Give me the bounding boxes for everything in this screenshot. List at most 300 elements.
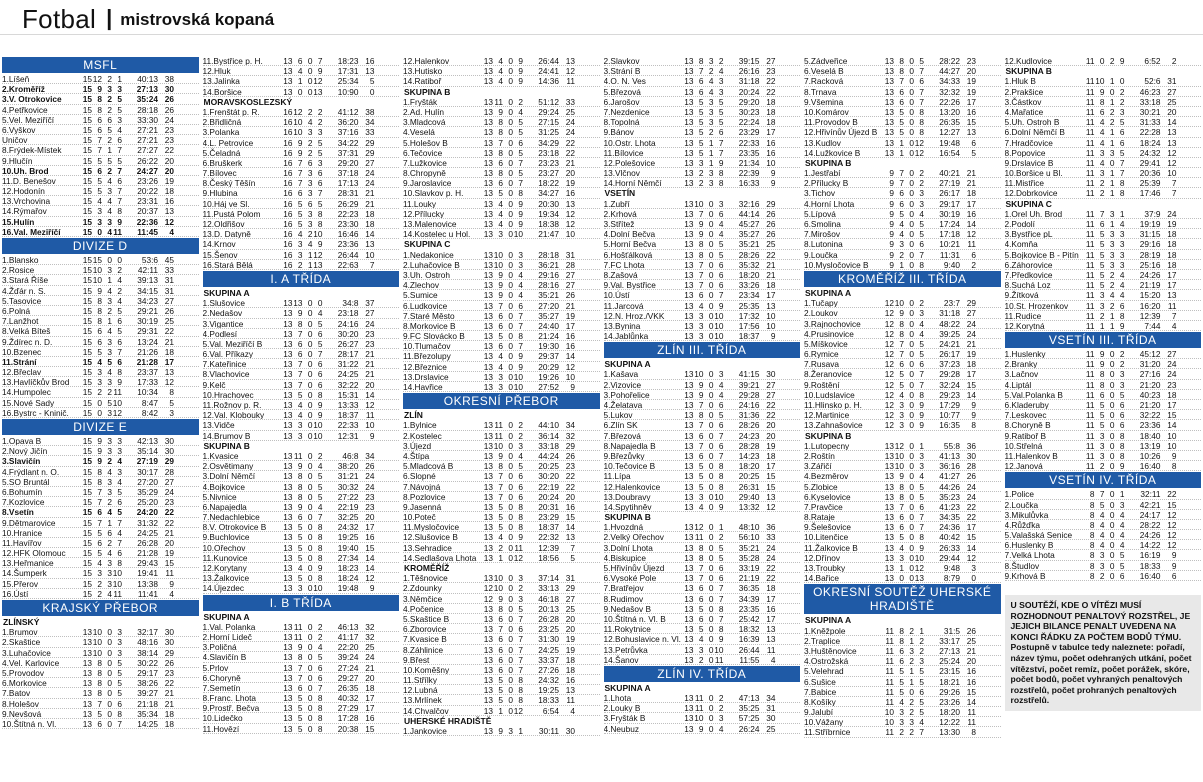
- points: 12: [565, 66, 575, 77]
- team-name: 13.Drslavice: [403, 371, 449, 381]
- draws: 0: [1109, 440, 1115, 451]
- wins: 7: [698, 259, 704, 270]
- table-row: [203, 502, 400, 512]
- team-name: 7.Semetín: [202, 682, 241, 693]
- team-name: 12.Martinice: [804, 410, 850, 420]
- team-name: 1.Opava B: [2, 436, 42, 446]
- table-row: [804, 339, 1001, 349]
- score: 21:20: [1139, 379, 1161, 390]
- draws: 3: [107, 568, 112, 579]
- score: 29:37: [538, 351, 559, 362]
- table-row: [203, 410, 400, 420]
- wins: 11: [293, 450, 303, 461]
- table-row: [604, 492, 801, 502]
- losses: 4: [518, 290, 523, 301]
- score: 17:33: [137, 377, 158, 388]
- table-row: [203, 66, 400, 76]
- draws: 0: [107, 718, 112, 729]
- score: 23:15: [939, 666, 960, 677]
- losses: 7: [317, 349, 323, 360]
- wins: 3: [899, 239, 904, 250]
- losses: 8: [718, 603, 724, 614]
- wins: 2: [1099, 178, 1105, 189]
- score: 19:25: [337, 532, 359, 543]
- losses: 0: [1119, 76, 1125, 87]
- score: 12:31: [337, 430, 359, 441]
- draws: 1: [1109, 178, 1115, 189]
- losses: 2: [919, 298, 924, 309]
- points: 29: [164, 456, 174, 467]
- points: 24: [365, 481, 375, 492]
- points: 27: [565, 280, 575, 291]
- score: 44:14: [738, 208, 760, 219]
- losses: 9: [919, 542, 924, 553]
- losses: 4: [117, 275, 122, 286]
- wins: 10: [92, 265, 102, 276]
- table-row: [403, 117, 600, 127]
- matches-played: 13: [684, 522, 694, 533]
- team-name: 10.Komárov: [804, 106, 849, 117]
- score: 44:26: [939, 481, 960, 492]
- losses: 6: [117, 336, 122, 347]
- matches-played: 13: [283, 379, 293, 390]
- matches-played: 13: [483, 695, 493, 706]
- table-row: [2, 94, 199, 104]
- team-name: 1.Orel Uh. Brod: [1004, 208, 1063, 218]
- draws: 0: [508, 269, 513, 280]
- points: 23: [766, 66, 776, 77]
- points: 6: [971, 137, 976, 148]
- points: 29: [365, 137, 375, 148]
- draws: 3: [107, 476, 112, 487]
- score: 20:24: [738, 86, 760, 97]
- score: 24:32: [337, 522, 359, 533]
- points: 16: [966, 666, 976, 677]
- table-row: [1005, 420, 1202, 430]
- draws: 0: [508, 259, 513, 270]
- points: 24: [365, 652, 375, 663]
- losses: 7: [518, 157, 523, 168]
- points: 24: [1167, 208, 1177, 219]
- wins: 6: [97, 537, 102, 548]
- team-name: 7.Velká Lhota: [1004, 550, 1055, 560]
- losses: 10: [112, 568, 122, 579]
- wins: 10: [1095, 76, 1105, 87]
- team-name: 5.Val. Meziříčí B: [202, 338, 263, 349]
- losses: 3: [117, 647, 122, 658]
- losses: 6: [919, 359, 924, 370]
- score: 16:19: [1139, 550, 1161, 561]
- points: 31: [1167, 76, 1177, 87]
- draws: 0: [708, 450, 714, 461]
- draws: 0: [708, 563, 714, 573]
- draws: 0: [508, 208, 513, 219]
- losses: 7: [718, 147, 724, 158]
- wins: 5: [297, 532, 303, 543]
- points: 21: [966, 178, 976, 189]
- points: 23: [365, 501, 375, 512]
- score: 31:32: [137, 517, 158, 528]
- team-name: 12.Halenkovice: [603, 481, 661, 491]
- wins: 2: [97, 387, 102, 398]
- table-row: [1005, 117, 1202, 127]
- matches-played: 13: [684, 290, 694, 301]
- losses: 7: [718, 430, 724, 441]
- team-name: 10.Střelná: [1004, 440, 1043, 450]
- points: 12: [1167, 530, 1177, 541]
- team-name: 10.Štítná n. Vl.: [2, 718, 57, 729]
- wins: 9: [899, 471, 904, 482]
- matches-played: 15: [82, 377, 92, 388]
- matches-played: 13: [82, 678, 92, 689]
- team-name: 5.Tasovice: [2, 295, 42, 305]
- points: 9: [971, 410, 976, 421]
- draws: 0: [909, 379, 914, 390]
- team-name: 10.St. Hrozenkov: [1004, 300, 1069, 310]
- team-name: 11.Březolupy: [403, 351, 451, 361]
- losses: 4: [718, 389, 724, 400]
- draws: 0: [508, 300, 513, 311]
- score: 22:19: [337, 501, 359, 512]
- matches-played: 13: [283, 349, 293, 360]
- draws: 4: [107, 196, 112, 207]
- points: 21: [966, 338, 976, 349]
- losses: 4: [1119, 219, 1125, 229]
- matches-played: 15: [82, 407, 92, 418]
- points: 21: [164, 688, 174, 699]
- matches-played: 13: [684, 471, 694, 482]
- points: 21: [766, 269, 776, 280]
- matches-played: 16: [283, 117, 293, 128]
- score: 22:39: [738, 168, 760, 179]
- team-name: 3.Dolní Lhota: [603, 542, 653, 552]
- draws: 1: [909, 635, 914, 646]
- points: 13: [966, 127, 976, 138]
- score: 20:31: [538, 501, 559, 512]
- points: 29: [565, 440, 575, 451]
- wins: 5: [698, 603, 704, 614]
- team-name: 1.Kvasice: [202, 450, 239, 461]
- table-row: [604, 301, 801, 311]
- matches-played: 11: [1085, 379, 1095, 390]
- team-name: 12.Hluk: [202, 66, 231, 76]
- team-name: 13.D. Datyně: [202, 229, 251, 239]
- wins: 5: [698, 137, 704, 148]
- points: 23: [164, 135, 174, 146]
- table-row: [804, 451, 1001, 461]
- group-heading: SKUPINA A: [604, 359, 651, 370]
- table-row: [2, 347, 199, 357]
- team-name: 12.Val. Klobouky: [202, 410, 265, 420]
- matches-played: 15: [82, 305, 92, 316]
- matches-played: 11: [1085, 269, 1095, 280]
- table-row: [2, 156, 199, 166]
- matches-played: 15: [82, 588, 92, 599]
- losses: 2: [518, 96, 523, 107]
- score: 26:17: [939, 349, 960, 360]
- matches-played: 11: [1085, 310, 1095, 321]
- draws: 0: [307, 410, 313, 421]
- draws: 0: [909, 229, 914, 240]
- wins: 10: [493, 573, 503, 584]
- team-name: 7.Kateřinice: [202, 359, 247, 369]
- draws: 0: [1109, 560, 1115, 571]
- team-name: 14.Bařice: [804, 573, 840, 583]
- wins: 6: [698, 76, 704, 87]
- matches-played: 11: [1085, 137, 1095, 148]
- draws: 5: [107, 124, 112, 135]
- draws: 4: [307, 117, 313, 128]
- draws: 2: [909, 707, 914, 718]
- draws: 3: [307, 178, 313, 189]
- table-row: [2, 125, 199, 135]
- points: 15: [1167, 410, 1177, 421]
- wins: 6: [698, 583, 704, 594]
- score: 18:56: [538, 552, 559, 563]
- score: 21:47: [538, 229, 559, 240]
- losses: 3: [1119, 249, 1125, 260]
- table-row: [1005, 229, 1202, 239]
- draws: 2: [107, 537, 112, 548]
- matches-played: 13: [283, 642, 293, 653]
- score: 29:23: [939, 389, 960, 400]
- team-name: 3.Luhačovice: [2, 647, 51, 657]
- matches-played: 12: [884, 359, 894, 370]
- wins: 9: [297, 642, 303, 653]
- wins: 7: [698, 269, 704, 280]
- losses: 8: [1119, 188, 1125, 199]
- draws: 0: [508, 675, 513, 686]
- losses: 3: [919, 188, 924, 199]
- losses: 12: [914, 137, 924, 148]
- points: 16: [766, 137, 776, 148]
- score: 41:15: [738, 369, 760, 380]
- wins: 6: [297, 512, 303, 523]
- matches-played: 13: [483, 471, 493, 482]
- losses: 5: [518, 603, 523, 614]
- losses: 8: [919, 532, 924, 543]
- wins: 5: [1099, 400, 1105, 410]
- losses: 6: [718, 259, 724, 270]
- matches-played: 11: [1085, 349, 1095, 360]
- points: 12: [1167, 509, 1177, 520]
- table-row: [203, 87, 400, 97]
- points: 29: [966, 298, 976, 309]
- score: 28:31: [337, 188, 359, 199]
- points: 18: [365, 682, 375, 693]
- team-name: 10.Štítná n. Vl. B: [603, 613, 666, 624]
- score: 41:27: [939, 471, 960, 482]
- wins: 6: [899, 198, 904, 209]
- team-name: 8.Holešov: [2, 698, 39, 708]
- score: 17:18: [939, 229, 960, 240]
- score: 30:20: [538, 471, 559, 482]
- matches-played: 15: [82, 466, 92, 477]
- matches-played: 13: [684, 208, 694, 219]
- team-name: 16.Val. Meziříčí: [2, 226, 61, 236]
- score: 24:32: [1139, 147, 1161, 158]
- score: 18:37: [538, 522, 559, 533]
- draws: 0: [508, 573, 513, 584]
- matches-played: 11: [1085, 56, 1095, 66]
- wins: 9: [498, 290, 503, 301]
- matches-played: 15: [82, 346, 92, 357]
- team-name: 11.Provodov B: [804, 117, 858, 127]
- wins: 10: [92, 647, 102, 658]
- draws: 3: [1109, 259, 1115, 270]
- score: 9:40: [943, 259, 960, 270]
- draws: 0: [508, 501, 513, 512]
- matches-played: 13: [283, 652, 293, 663]
- score: 31:30: [538, 634, 559, 645]
- team-name: 3.V. Otrokovice: [2, 94, 62, 104]
- team-name: 10.Slavkov p. H.: [403, 188, 464, 198]
- team-name: 3.Vigantice: [202, 318, 244, 328]
- wins: 5: [899, 127, 904, 138]
- matches-played: 13: [684, 320, 694, 331]
- matches-played: 11: [1085, 369, 1095, 380]
- draws: 3: [107, 295, 112, 306]
- draws: 0: [307, 76, 313, 87]
- matches-played: 11: [885, 645, 894, 656]
- points: 11: [566, 76, 575, 87]
- matches-played: 11: [885, 686, 894, 697]
- team-name: 9.Ždírec n. D.: [2, 336, 53, 346]
- score: 21:24: [538, 331, 559, 342]
- score: 20:38: [337, 723, 359, 734]
- matches-played: 11: [1085, 178, 1095, 189]
- points: 30: [766, 369, 776, 380]
- losses: 6: [518, 300, 523, 311]
- table-row: [203, 158, 400, 168]
- score: 24:41: [538, 66, 559, 77]
- score: 26:31: [738, 481, 760, 492]
- table-row: [1005, 530, 1202, 540]
- losses: 7: [518, 664, 523, 675]
- losses: 7: [919, 369, 924, 380]
- table-row: [604, 76, 801, 86]
- points: 38: [164, 74, 174, 84]
- matches-played: 12: [884, 410, 894, 421]
- wins: 0: [97, 226, 102, 237]
- table-row: [203, 219, 400, 229]
- wins: 3: [1099, 550, 1105, 561]
- matches-played: 13: [684, 644, 694, 655]
- matches-played: 9: [889, 229, 894, 240]
- matches-played: 13: [283, 389, 293, 400]
- score: 26:16: [738, 66, 760, 77]
- matches-played: 13: [483, 310, 493, 321]
- losses: 4: [317, 501, 323, 512]
- draws: 3: [909, 717, 914, 728]
- matches-played: 13: [483, 351, 493, 362]
- matches-played: 13: [483, 280, 493, 291]
- team-name: 10.Ostr. Lhota: [603, 137, 656, 147]
- team-name: 1.Val. Polanka: [202, 621, 256, 631]
- table-row: [804, 219, 1001, 229]
- losses: 13: [313, 86, 323, 97]
- team-name: 11.Halenkov B: [1004, 450, 1058, 461]
- wins: 13: [293, 298, 303, 309]
- matches-played: 15: [82, 326, 92, 337]
- draws: 0: [508, 481, 513, 492]
- team-name: 1.Blansko: [2, 255, 39, 265]
- draws: 0: [1109, 540, 1115, 551]
- draws: 4: [107, 206, 112, 217]
- table-row: [2, 166, 199, 176]
- draws: 0: [708, 290, 714, 301]
- table-row: [403, 107, 600, 117]
- team-name: 12.Přílucky: [403, 208, 445, 218]
- wins: 4: [97, 356, 102, 367]
- points: 18: [565, 654, 575, 665]
- table-row: [203, 349, 400, 359]
- matches-played: 15: [82, 507, 92, 518]
- team-name: 14.Spytihněv: [603, 501, 652, 512]
- draws: 0: [909, 198, 914, 209]
- draws: 0: [909, 410, 914, 421]
- points: 22: [164, 507, 174, 518]
- matches-played: 16: [283, 106, 293, 117]
- matches-played: 13: [684, 137, 694, 148]
- matches-played: 12: [884, 318, 894, 329]
- wins: 5: [297, 389, 303, 400]
- matches-played: 8: [1089, 499, 1095, 510]
- wins: 9: [297, 147, 303, 158]
- losses: 6: [518, 137, 523, 148]
- draws: 3: [909, 645, 914, 656]
- table-row: [403, 178, 600, 188]
- draws: 0: [909, 259, 914, 270]
- matches-played: 13: [684, 481, 694, 492]
- points: 26: [164, 94, 174, 105]
- score: 28:19: [1139, 249, 1161, 260]
- score: 24:26: [1139, 530, 1161, 541]
- score: 22:23: [337, 208, 359, 219]
- score: 29:21: [137, 305, 158, 316]
- losses: 6: [117, 316, 122, 327]
- points: 20: [365, 672, 375, 683]
- matches-played: 13: [684, 624, 694, 635]
- matches-played: 13: [283, 461, 293, 472]
- score: 20:25: [538, 461, 559, 472]
- matches-played: 15: [82, 94, 92, 105]
- score: 38:14: [137, 647, 158, 658]
- group-heading: SKUPINA A: [604, 682, 651, 693]
- team-name: 13.Vlčnov: [603, 168, 640, 178]
- losses: 8: [317, 208, 323, 219]
- score: 8:42: [141, 407, 158, 418]
- wins: 7: [698, 280, 704, 291]
- matches-played: 16: [283, 208, 293, 219]
- points: 31: [766, 703, 776, 714]
- team-name: 3.Újezd: [403, 440, 432, 450]
- losses: 3: [518, 573, 523, 584]
- points: 12: [1167, 147, 1177, 158]
- table-row: [403, 148, 600, 158]
- wins: 6: [899, 96, 904, 107]
- losses: 9: [518, 219, 523, 229]
- draws: 0: [1109, 461, 1115, 472]
- score: 30:22: [137, 657, 158, 668]
- score: 35:27: [738, 229, 760, 240]
- points: 17: [1167, 269, 1177, 280]
- losses: 5: [317, 198, 323, 209]
- table-row: [403, 188, 600, 198]
- score: 10:34: [137, 387, 158, 398]
- matches-played: 15: [82, 84, 92, 95]
- wins: 9: [498, 450, 503, 461]
